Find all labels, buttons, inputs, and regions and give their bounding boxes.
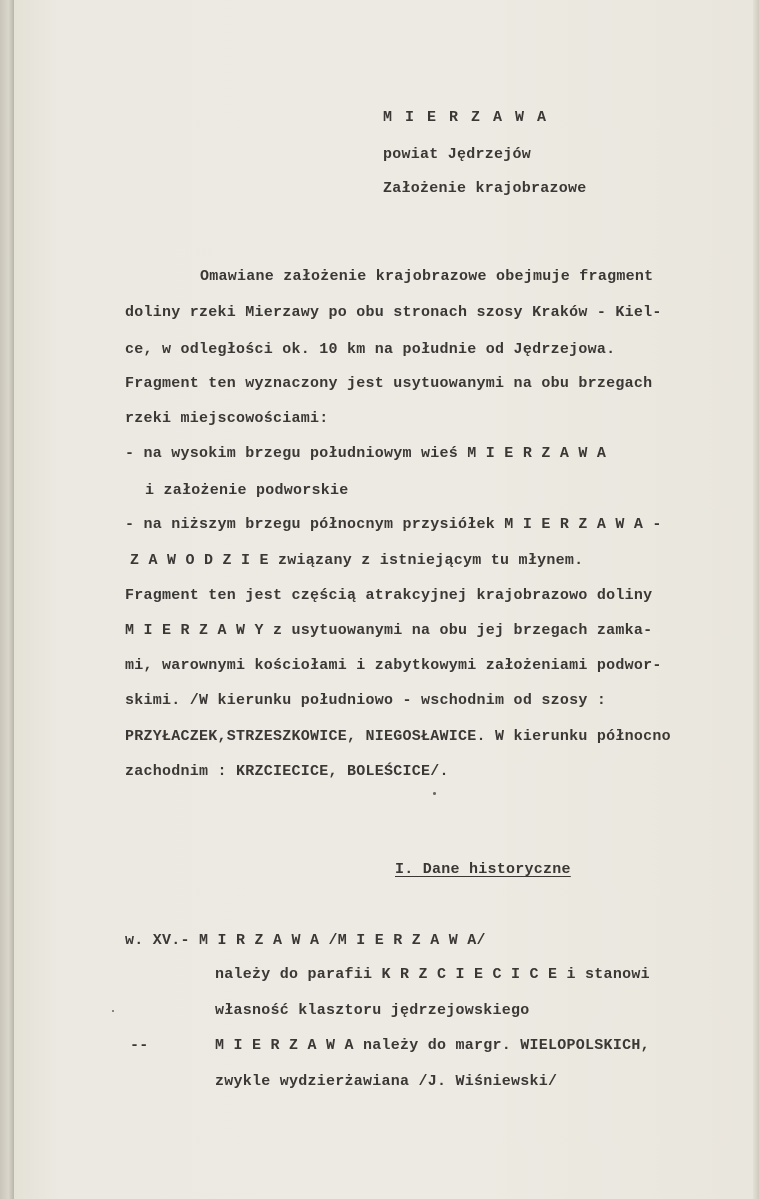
binding-edge xyxy=(0,0,14,1199)
page-right-edge xyxy=(753,0,759,1199)
section-heading: I. Dane historyczne xyxy=(395,861,571,878)
body-line: Omawiane założenie krajobrazowe obejmuje fragment xyxy=(200,268,654,285)
history-line: w. XV.- M I R Z A W A /M I E R Z A W A/ xyxy=(125,932,486,949)
document-subtitle-district: powiat Jędrzejów xyxy=(383,146,532,163)
body-line: doliny rzeki Mierzawy po obu stronach szosy Kraków - Kiel- xyxy=(125,304,662,321)
body-line: Fragment ten jest częścią atrakcyjnej krajobrazowo doliny xyxy=(125,587,653,604)
body-line: - na wysokim brzegu południowym wieś M I E R Z A W A xyxy=(125,445,607,462)
body-line: skimi. /W kierunku południowo - wschodnim od szosy : xyxy=(125,692,607,709)
body-line: M I E R Z A W Y z usytuowanymi na obu jej brzegach zamka- xyxy=(125,622,653,639)
document-subtitle-type: Założenie krajobrazowe xyxy=(383,180,587,197)
body-line: - na niższym brzegu północnym przysiółek M I E R Z A W A - xyxy=(125,516,662,533)
body-line: Fragment ten wyznaczony jest usytuowanymi na obu brzegach xyxy=(125,375,653,392)
body-line: mi, warownymi kościołami i zabytkowymi założeniami podwor- xyxy=(125,657,662,674)
body-line: zachodnim : KRZCIECICE, BOLEŚCICE/. xyxy=(125,763,449,780)
history-line: własność klasztoru jędrzejowskiego xyxy=(215,1002,530,1019)
document-title: M I E R Z A W A xyxy=(383,109,549,126)
body-line: PRZYŁACZEK,STRZESZKOWICE, NIEGOSŁAWICE. W kierunku północno xyxy=(125,728,671,745)
body-line: i założenie podworskie xyxy=(145,482,349,499)
ink-speck xyxy=(112,1010,114,1012)
history-line: M I E R Z A W A należy do margr. WIELOPOLSKICH, xyxy=(215,1037,650,1054)
history-line: zwykle wydzierżawiana /J. Wiśniewski/ xyxy=(215,1073,558,1090)
body-line: Z A W O D Z I E związany z istniejącym tu młynem. xyxy=(130,552,584,569)
body-line: rzeki miejscowościami: xyxy=(125,410,329,427)
history-line: należy do parafii K R Z C I E C I C E i stanowi xyxy=(215,966,650,983)
ink-speck xyxy=(433,792,436,795)
history-dash: -- xyxy=(130,1037,149,1054)
body-line: ce, w odległości ok. 10 km na południe od Jędrzejowa. xyxy=(125,341,616,358)
